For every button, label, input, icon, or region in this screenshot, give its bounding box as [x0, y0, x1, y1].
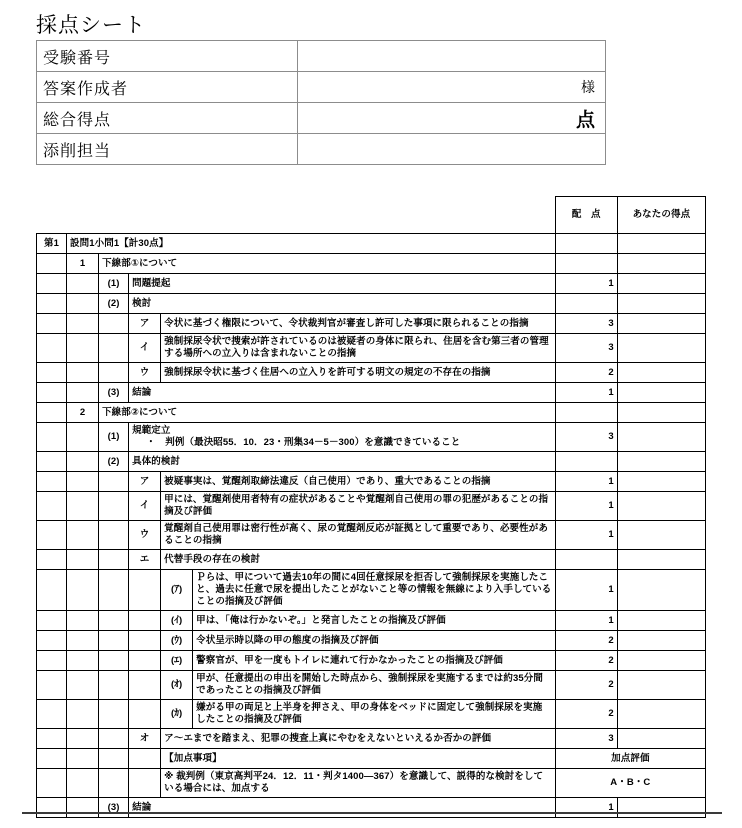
label-total-score: 総合得点: [37, 103, 298, 134]
indent-cell: [129, 769, 161, 798]
table-header-row: [37, 197, 706, 234]
criterion-text: 強制採尿令状で捜索が許されているのは被疑者の身体に限られ、住居を含む第三者の管理する場所への立入りは含まれないことの指摘: [161, 334, 556, 363]
allocated-points: 2: [555, 700, 617, 729]
allocated-points: [555, 452, 617, 472]
indent-cell: [37, 254, 67, 274]
label-author: 答案作成者: [37, 72, 298, 103]
allocated-points: 1: [555, 611, 617, 631]
indent-cell: [37, 749, 67, 769]
table-row: [37, 423, 706, 452]
indent-cell: [67, 729, 99, 749]
criterion-text: 令状呈示時以降の甲の態度の指摘及び評価: [193, 631, 556, 651]
scoring-table: [36, 196, 706, 818]
table-row: [37, 334, 706, 363]
row-index-paren: (1): [99, 274, 129, 294]
label-grader: 添削担当: [37, 134, 298, 165]
table-row: [37, 798, 706, 818]
table-row: [37, 254, 706, 274]
criterion-text: 被疑事実は、覚醒剤取締法違反（自己使用）であり、重大であることの指摘: [161, 472, 556, 492]
table-row: [37, 570, 706, 611]
table-row: [37, 383, 706, 403]
row-index-paren: (1): [99, 423, 129, 452]
allocated-points: 1: [555, 274, 617, 294]
column-header-points: 配 点: [555, 197, 617, 234]
allocated-points: 1: [555, 570, 617, 611]
indent-cell: [67, 383, 99, 403]
your-score-cell[interactable]: [617, 651, 705, 671]
criterion-text: 規範定立 ・ 判例（最決昭55．10．23・刑集34－5－300）を意識できていること: [129, 423, 556, 452]
row-index-sub-katakana: (ｶ): [161, 700, 193, 729]
your-score-cell[interactable]: [617, 521, 705, 550]
indent-cell: [67, 769, 99, 798]
row-index-katakana: ア: [129, 472, 161, 492]
table-row: [37, 749, 706, 769]
row-index-number: 1: [67, 254, 99, 274]
table-row: [37, 403, 706, 423]
table-row: [37, 671, 706, 700]
indent-cell: [67, 671, 99, 700]
candidate-info-table: [36, 40, 606, 165]
value-exam-number[interactable]: [298, 41, 606, 72]
allocated-points: 1: [555, 521, 617, 550]
indent-cell: [99, 492, 129, 521]
indent-cell: [37, 550, 67, 570]
row-index-sub-katakana: (ｳ): [161, 631, 193, 651]
allocated-points: [555, 234, 617, 254]
row-index-paren: (3): [99, 383, 129, 403]
indent-cell: [99, 611, 129, 631]
table-row: [37, 363, 706, 383]
table-row: [37, 611, 706, 631]
your-score-cell[interactable]: [617, 700, 705, 729]
row-index-section: 第1: [37, 234, 67, 254]
indent-cell: [67, 334, 99, 363]
allocated-points: [555, 254, 617, 274]
criterion-text: Ｐらは、甲について過去10年の間に4回任意採尿を拒否して強制採尿を実施したこと、過去に任意で尿を提出したことがないこと等の情報を無線により入手していることの指摘及び評価: [193, 570, 556, 611]
indent-cell: [67, 521, 99, 550]
your-score-cell[interactable]: [617, 254, 705, 274]
allocated-points: [555, 294, 617, 314]
your-score-cell[interactable]: [617, 334, 705, 363]
indent-cell: [99, 363, 129, 383]
indent-cell: [37, 671, 67, 700]
indent-cell: [129, 631, 161, 651]
allocated-points: 3: [555, 314, 617, 334]
indent-cell: [99, 749, 129, 769]
criterion-text: 警察官が、甲を一度もトイレに連れて行かなかったことの指摘及び評価: [193, 651, 556, 671]
table-row-author: [37, 72, 606, 103]
criterion-text: 【加点事項】: [161, 749, 556, 769]
indent-cell: [37, 769, 67, 798]
indent-cell: [37, 383, 67, 403]
row-index-katakana: オ: [129, 729, 161, 749]
criterion-text: ※ 裁判例（東京高判平24．12．11・判タ1400―367）を意識して、説得的な検討をしている場合には、加点する: [161, 769, 556, 798]
indent-cell: [99, 550, 129, 570]
allocated-points: 3: [555, 334, 617, 363]
indent-cell: [99, 334, 129, 363]
value-grader[interactable]: [298, 134, 606, 165]
table-row: [37, 651, 706, 671]
row-index-paren: (3): [99, 798, 129, 818]
table-row: [37, 274, 706, 294]
row-index-katakana: エ: [129, 550, 161, 570]
indent-cell: [37, 798, 67, 818]
criterion-text: ア～エまでを踏まえ、犯罪の捜査上真にやむをえないといえるか否かの評価: [161, 729, 556, 749]
indent-cell: [67, 651, 99, 671]
header-spacer: [37, 197, 556, 234]
table-row-exam-number: [37, 41, 606, 72]
indent-cell: [99, 651, 129, 671]
criterion-text: 甲には、覚醒剤使用者特有の症状があることや覚醒剤自己使用の罪の犯歴があることの指摘及び評価: [161, 492, 556, 521]
indent-cell: [37, 452, 67, 472]
your-score-cell[interactable]: [617, 423, 705, 452]
indent-cell: [129, 700, 161, 729]
value-total-score[interactable]: 点: [298, 103, 606, 134]
your-score-cell[interactable]: [617, 570, 705, 611]
allocated-points: [555, 550, 617, 570]
indent-cell: [67, 631, 99, 651]
page-title: 採点シート: [36, 13, 146, 37]
indent-cell: [99, 671, 129, 700]
allocated-points: 2: [555, 671, 617, 700]
row-index-sub-katakana: (ｴ): [161, 651, 193, 671]
your-score-cell[interactable]: [617, 729, 705, 749]
table-row: [37, 521, 706, 550]
page-separator-rule: [22, 812, 722, 814]
row-index-katakana: ウ: [129, 521, 161, 550]
your-score-cell[interactable]: [617, 798, 705, 818]
table-row: [37, 631, 706, 651]
indent-cell: [99, 521, 129, 550]
indent-cell: [129, 749, 161, 769]
your-score-cell[interactable]: [617, 631, 705, 651]
table-row: [37, 492, 706, 521]
row-index-katakana: ウ: [129, 363, 161, 383]
row-index-sub-katakana: (ｵ): [161, 671, 193, 700]
indent-cell: [67, 700, 99, 729]
criterion-text: 設問1小問1【計30点】: [67, 234, 556, 254]
indent-cell: [67, 749, 99, 769]
criterion-text: 下線部②について: [99, 403, 556, 423]
criterion-text: 代替手段の存在の検討: [161, 550, 556, 570]
row-index-paren: (2): [99, 294, 129, 314]
table-row: [37, 314, 706, 334]
row-index-paren: (2): [99, 452, 129, 472]
criterion-text: 嫌がる甲の両足と上半身を押さえ、甲の身体をベッドに固定して強制採尿を実施したことの指摘及び評価: [193, 700, 556, 729]
your-score-cell[interactable]: [617, 234, 705, 254]
indent-cell: [37, 363, 67, 383]
indent-cell: [99, 729, 129, 749]
value-author[interactable]: 様: [298, 72, 606, 103]
allocated-points: 2: [555, 651, 617, 671]
indent-cell: [99, 700, 129, 729]
indent-cell: [67, 314, 99, 334]
indent-cell: [37, 651, 67, 671]
indent-cell: [37, 611, 67, 631]
indent-cell: [37, 314, 67, 334]
table-row: [37, 729, 706, 749]
criterion-text: 甲は、「俺は行かないぞ。」と発言したことの指摘及び評価: [193, 611, 556, 631]
indent-cell: [37, 472, 67, 492]
criterion-text: 覚醒剤自己使用罪は密行性が高く、尿の覚醒剤反応が証拠として重要であり、必要性があることの指摘: [161, 521, 556, 550]
indent-cell: [37, 403, 67, 423]
allocated-points: 2: [555, 631, 617, 651]
your-score-cell[interactable]: [617, 611, 705, 631]
indent-cell: [67, 611, 99, 631]
label-exam-number: 受験番号: [37, 41, 298, 72]
indent-cell: [129, 570, 161, 611]
table-row: [37, 234, 706, 254]
your-score-cell[interactable]: [617, 274, 705, 294]
criterion-text: 下線部①について: [99, 254, 556, 274]
column-header-your-score: あなたの得点: [617, 197, 705, 234]
your-score-cell[interactable]: [617, 403, 705, 423]
criterion-text: 具体的検討: [129, 452, 556, 472]
criterion-text: 結論: [129, 798, 556, 818]
indent-cell: [67, 570, 99, 611]
row-index-katakana: イ: [129, 334, 161, 363]
allocated-points: 1: [555, 472, 617, 492]
allocated-points: 3: [555, 729, 617, 749]
indent-cell: [37, 294, 67, 314]
table-row: [37, 769, 706, 798]
allocated-points: 1: [555, 383, 617, 403]
row-index-sub-katakana: (ｲ): [161, 611, 193, 631]
your-score-cell[interactable]: [617, 383, 705, 403]
indent-cell: [129, 611, 161, 631]
indent-cell: [67, 550, 99, 570]
criterion-text: 検討: [129, 294, 556, 314]
indent-cell: [37, 729, 67, 749]
your-score-cell[interactable]: [617, 492, 705, 521]
row-index-katakana: ア: [129, 314, 161, 334]
criterion-text: 問題提起: [129, 274, 556, 294]
criterion-text: 甲が、任意提出の申出を開始した時点から、強制採尿を実施するまでは約35分間であったことの指摘及び評価: [193, 671, 556, 700]
your-score-cell[interactable]: [617, 294, 705, 314]
indent-cell: [99, 769, 129, 798]
allocated-points: 3: [555, 423, 617, 452]
your-score-cell[interactable]: [617, 550, 705, 570]
your-score-cell[interactable]: [617, 671, 705, 700]
row-index-sub-katakana: (ｱ): [161, 570, 193, 611]
indent-cell: [67, 294, 99, 314]
indent-cell: [67, 798, 99, 818]
indent-cell: [67, 472, 99, 492]
your-score-cell[interactable]: [617, 314, 705, 334]
indent-cell: [99, 314, 129, 334]
table-row: [37, 700, 706, 729]
table-row: [37, 294, 706, 314]
table-row: [37, 550, 706, 570]
criterion-text: 強制採尿令状に基づく住居への立入りを許可する明文の規定の不存在の指摘: [161, 363, 556, 383]
indent-cell: [99, 631, 129, 651]
table-row-total-score: [37, 103, 606, 134]
indent-cell: [99, 472, 129, 492]
indent-cell: [99, 570, 129, 611]
criterion-text: 令状に基づく権限について、令状裁判官が審査し許可した事項に限られることの指摘: [161, 314, 556, 334]
allocated-points: 2: [555, 363, 617, 383]
indent-cell: [37, 521, 67, 550]
indent-cell: [67, 423, 99, 452]
bonus-evaluation-label: 加点評価: [555, 749, 705, 769]
indent-cell: [37, 274, 67, 294]
indent-cell: [67, 363, 99, 383]
row-index-katakana: イ: [129, 492, 161, 521]
indent-cell: [37, 492, 67, 521]
indent-cell: [37, 570, 67, 611]
your-score-cell[interactable]: [617, 472, 705, 492]
indent-cell: [67, 274, 99, 294]
criterion-text: 結論: [129, 383, 556, 403]
bonus-grade-options[interactable]: A・B・C: [555, 769, 705, 798]
allocated-points: [555, 403, 617, 423]
your-score-cell[interactable]: [617, 452, 705, 472]
table-row-grader: [37, 134, 606, 165]
indent-cell: [67, 492, 99, 521]
your-score-cell[interactable]: [617, 363, 705, 383]
allocated-points: 1: [555, 798, 617, 818]
table-row: [37, 472, 706, 492]
allocated-points: 1: [555, 492, 617, 521]
row-index-number: 2: [67, 403, 99, 423]
indent-cell: [67, 452, 99, 472]
indent-cell: [37, 334, 67, 363]
indent-cell: [129, 651, 161, 671]
indent-cell: [37, 700, 67, 729]
indent-cell: [37, 423, 67, 452]
indent-cell: [129, 671, 161, 700]
table-row: [37, 452, 706, 472]
indent-cell: [37, 631, 67, 651]
